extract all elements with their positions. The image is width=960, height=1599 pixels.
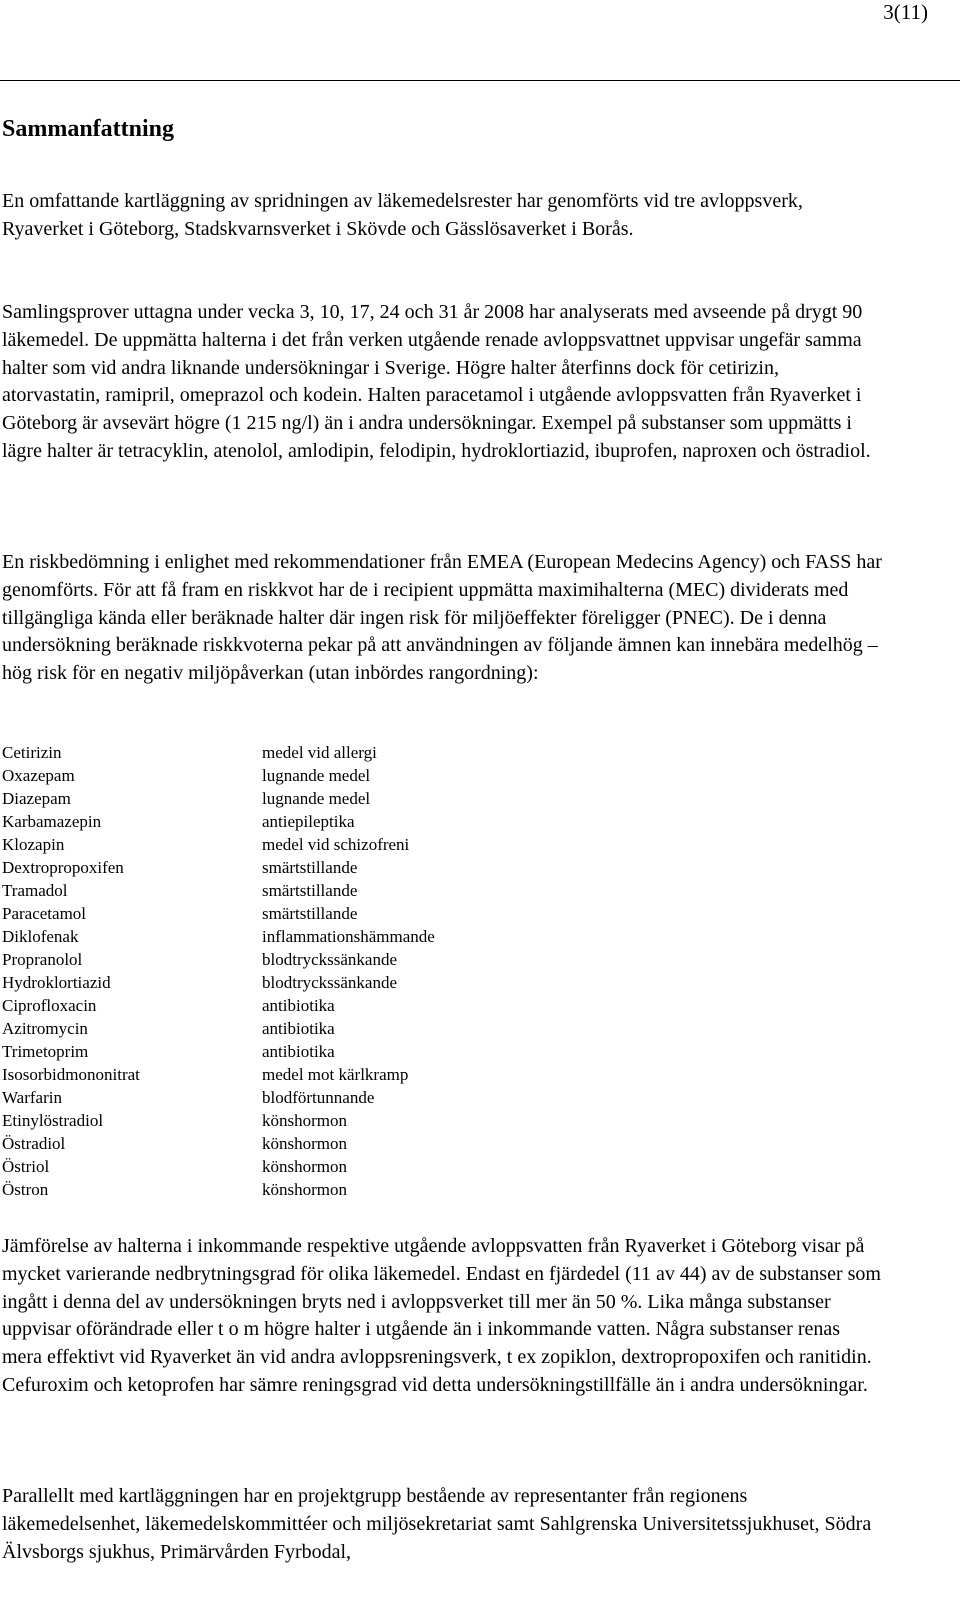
drug-use: blodförtunnande xyxy=(262,1088,375,1107)
section-heading: Sammanfattning xyxy=(2,116,175,142)
drug-use: blodtryckssänkande xyxy=(262,950,398,969)
paragraph-comparison: Jämförelse av halterna i inkommande respektive utgående avloppsvatten från Ryaverket i Göteborg visar på mycket varierande nedbrytningsgrad för olika läkemedel. Endast en fjärdedel (11 av 44) av de substanser som ingått i denna del av undersökningen bryts ned i avloppsverket till mer än 50 %. Lika många substanser uppvisar oförändrade eller t o m högre halter i utgående än i inkommande vatten. Några substanser renas mera effektivt vid Ryaverket än vid andra avloppsreningsverk, t ex zopiklon, dextropropoxifen och ranitidin. Cefuroxim och ketoprofen har sämre reningsgrad vid detta undersökningstillfälle än i andra undersökningar. xyxy=(2,1235,881,1396)
drug-row xyxy=(2,1017,435,1040)
drug-name: Östron xyxy=(2,1180,49,1199)
drug-use: medel mot kärlkramp xyxy=(262,1065,409,1084)
drug-row xyxy=(2,1155,435,1178)
paragraph-risk-assessment: En riskbedömning i enlighet med rekommendationer från EMEA (European Medecins Agency) och FASS har genomförts. För att få fram en riskkvot har de i recipient uppmätta maximihalterna (MEC) dividerats med tillgängliga kända eller beräknade halter där ingen risk för miljöeffekter föreligger (PNEC). De i denna undersökning beräknade riskkvoterna pekar på att användningen av följande ämnen kan innebära medelhög – hög risk för en negativ miljöpåverkan (utan inbördes rangordning): xyxy=(2,551,882,685)
drug-name: Dextropropoxifen xyxy=(2,858,124,877)
drug-use: antibiotika xyxy=(262,996,335,1015)
drug-use: smärtstillande xyxy=(262,858,358,877)
drug-row xyxy=(2,856,435,879)
drug-row xyxy=(2,902,435,925)
drug-use: medel vid allergi xyxy=(262,743,377,762)
drug-use: könshormon xyxy=(262,1180,347,1199)
header-rule xyxy=(0,80,960,81)
drug-name: Tramadol xyxy=(2,881,68,900)
drug-name: Diazepam xyxy=(2,789,71,808)
drug-row xyxy=(2,1086,435,1109)
drug-row xyxy=(2,787,435,810)
drug-row xyxy=(2,879,435,902)
paragraph-intro: En omfattande kartläggning av spridningen av läkemedelsrester har genomförts vid tre avloppsverk, Ryaverket i Göteborg, Stadskvarnsverket i Skövde och Gässlösaverket i Borås. xyxy=(2,190,803,240)
drug-risk-table xyxy=(2,741,435,1201)
drug-use: antibiotika xyxy=(262,1019,335,1038)
drug-name: Azitromycin xyxy=(2,1019,88,1038)
drug-use: antiepileptika xyxy=(262,812,355,831)
drug-name: Oxazepam xyxy=(2,766,75,785)
drug-row xyxy=(2,833,435,856)
drug-row xyxy=(2,1109,435,1132)
drug-name: Karbamazepin xyxy=(2,812,102,831)
drug-use: könshormon xyxy=(262,1157,347,1176)
drug-row xyxy=(2,1040,435,1063)
drug-use: antibiotika xyxy=(262,1042,335,1061)
page-number: 3(11) xyxy=(883,0,928,24)
drug-use: inflammationshämmande xyxy=(262,927,435,946)
drug-name: Cetirizin xyxy=(2,743,62,762)
drug-use: blodtryckssänkande xyxy=(262,973,398,992)
paragraph-project-group: Parallellt med kartläggningen har en projektgrupp bestående av representanter från regionens läkemedelsenhet, läkemedelskommittéer och miljösekretariat samt Sahlgrenska Universitetssjukhuset, Södra Älvsborgs sjukhus, Primärvården Fyrbodal, xyxy=(2,1485,872,1563)
drug-row xyxy=(2,994,435,1017)
drug-row xyxy=(2,810,435,833)
drug-row xyxy=(2,925,435,948)
drug-row xyxy=(2,948,435,971)
drug-use: smärtstillande xyxy=(262,881,358,900)
drug-row xyxy=(2,971,435,994)
paragraph-sampling: Samlingsprover uttagna under vecka 3, 10, 17, 24 och 31 år 2008 har analyserats med avseende på drygt 90 läkemedel. De uppmätta halterna i det från verken utgående renade avloppsvattnet uppvisar ungefär samma halter som vid andra liknande undersökningar i Sverige. Högre halter återfinns dock för cetirizin, atorvastatin, ramipril, omeprazol och kodein. Halten paracetamol i utgående avloppsvatten från Ryaverket i Göteborg är avsevärt högre (1 215 ng/l) än i andra undersökningar. Exempel på substanser som uppmätts i lägre halter är tetracyklin, atenolol, amlodipin, felodipin, hydroklortiazid, ibuprofen, naproxen och östradiol. xyxy=(2,301,871,462)
drug-use: lugnande medel xyxy=(262,789,371,808)
drug-name: Etinylöstradiol xyxy=(2,1111,104,1130)
drug-row xyxy=(2,1063,435,1086)
drug-name: Propranolol xyxy=(2,950,83,969)
drug-name: Trimetoprim xyxy=(2,1042,89,1061)
drug-name: Paracetamol xyxy=(2,904,87,923)
drug-use: lugnande medel xyxy=(262,766,371,785)
drug-name: Ciprofloxacin xyxy=(2,996,97,1015)
drug-use: könshormon xyxy=(262,1134,347,1153)
drug-name: Hydroklortiazid xyxy=(2,973,111,992)
drug-name: Östriol xyxy=(2,1157,50,1176)
drug-name: Diklofenak xyxy=(2,927,79,946)
drug-use: könshormon xyxy=(262,1111,347,1130)
drug-row xyxy=(2,764,435,787)
drug-name: Östradiol xyxy=(2,1134,66,1153)
drug-name: Klozapin xyxy=(2,835,65,854)
drug-use: smärtstillande xyxy=(262,904,358,923)
drug-row xyxy=(2,741,435,764)
drug-row xyxy=(2,1178,435,1201)
drug-use: medel vid schizofreni xyxy=(262,835,410,854)
drug-name: Warfarin xyxy=(2,1088,62,1107)
drug-name: Isosorbidmononitrat xyxy=(2,1065,140,1084)
drug-row xyxy=(2,1132,435,1155)
